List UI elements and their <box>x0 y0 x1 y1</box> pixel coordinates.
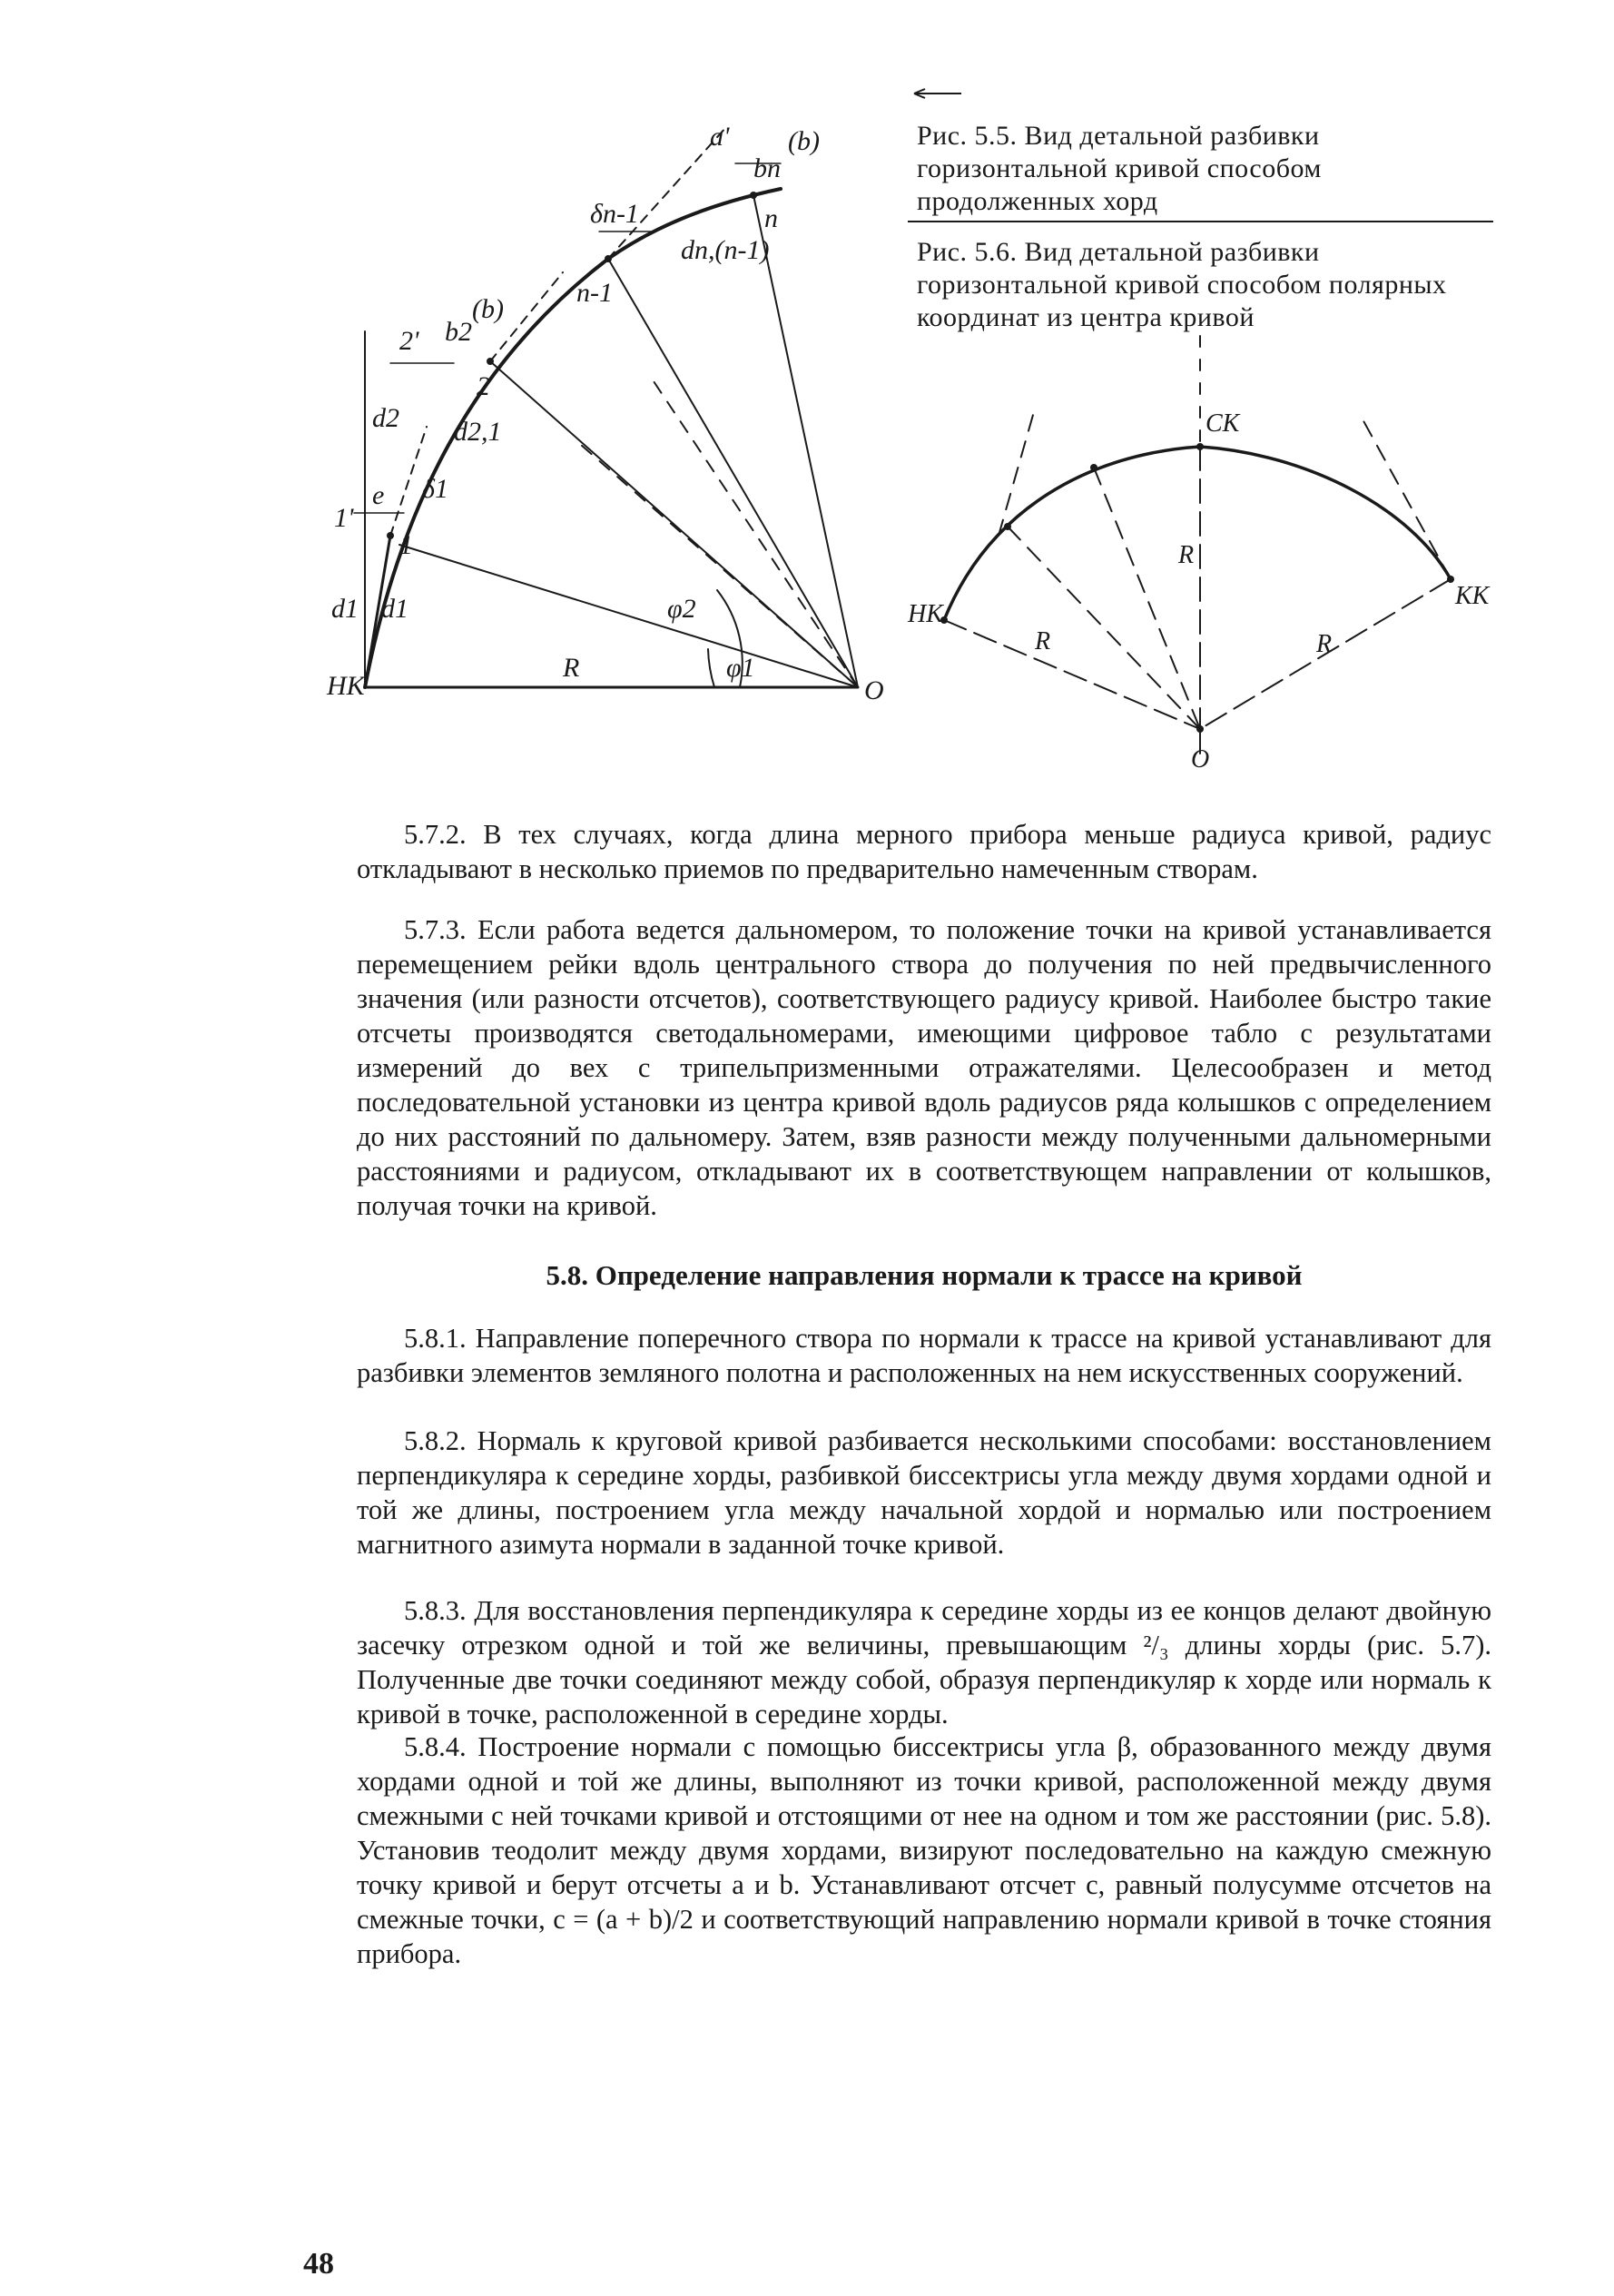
label-n: n <box>764 203 778 233</box>
caption-fig-5-6: Рис. 5.6. Вид детальной разбивки горизонтальной кривой способом полярных координат из центра кривой <box>917 237 1447 332</box>
label-r-mid: R <box>1178 541 1195 569</box>
page-number: 48 <box>303 2247 334 2281</box>
label-r-left: R <box>1035 627 1051 655</box>
label-sk: СК <box>1206 409 1240 438</box>
label-d1-left: d1 <box>331 594 359 624</box>
label-d21: d2,1 <box>454 417 502 447</box>
label-n-minus-1: n-1 <box>576 278 613 308</box>
label-1-prime: 1' <box>334 503 354 533</box>
label-R: R <box>563 653 580 683</box>
curve-arc-polar <box>944 447 1451 620</box>
label-2: 2 <box>477 371 490 401</box>
label-kk: КК <box>1455 582 1490 610</box>
paragraph-5-7-3: 5.7.3. Если работа ведется дальномером, то положение точки на кривой устанавливается перемещением рейки вдоль центрального створа до получения по ней предвычисленного значения (или разности отсчетов), соответствующего радиусу кривой. Наиболее быстро такие отсчеты производятся светодальномерами, имеющими цифровое табло с результатами измерений до вех с трипельпризменными отражателями. Целесообразен и метод последовательной установки из центра кривой вдоль радиусов ряда колышков с определением до них расстояний по дальномеру. Затем, взяв разности между полученными дальномерными расстояниями и радиусом, откладывают их в соответствующем направлении от колышков, получая точки на кривой. <box>357 914 1491 1221</box>
label-delta1: δ1 <box>422 474 448 504</box>
caption-fig-5-5: Рис. 5.5. Вид детальной разбивки горизонтальной кривой способом продолженных хорд <box>917 121 1322 216</box>
paragraph-5-8-1: 5.8.1. Направление поперечного створа по нормали к трассе на кривой устанавливают для разбивки элементов земляного полотна и расположенных на нем искусственных сооружений. <box>357 1323 1491 1388</box>
label-1: 1 <box>399 530 413 560</box>
label-phi2: φ2 <box>667 594 696 624</box>
paragraph-5-7-2: 5.7.2. В тех случаях, когда длина мерного прибора меньше радиуса кривой, радиус откладывают в несколько приемов по предварительно намеченным створам. <box>357 819 1491 884</box>
label-o-2: О <box>1191 745 1210 774</box>
label-b2: b2 <box>445 317 472 347</box>
label-d2: d2 <box>372 403 399 433</box>
label-d1: d1 <box>381 594 408 624</box>
paragraph-5-8-2: 5.8.2. Нормаль к круговой кривой разбивается несколькими способами: восстановлением перпендикуляра к середине хорды, разбивкой биссектрисы угла между двумя хордами одной и той же длины, построением угла между начальной хордой и нормалью или построением магнитного азимута нормали в заданной точке кривой. <box>357 1425 1491 1560</box>
label-delta-n1: δn-1 <box>590 199 639 229</box>
label-nk-2: НК <box>908 600 943 628</box>
label-phi1: φ1 <box>726 653 755 683</box>
label-b-paren-2: (b) <box>472 294 504 324</box>
section-heading-5-8: 5.8. Определение направления нормали к трассе на кривой <box>546 1259 1303 1291</box>
label-r-right: R <box>1316 630 1333 658</box>
paragraph-5-8-4: 5.8.4. Построение нормали с помощью биссектрисы угла β, образованного между двумя хордами одной и той же длины, выполняют из точки кривой, расположенной между двумя смежными с ней точками кривой и отстоящими от нее на одном и том же расстоянии (рис. 5.8). Установив теодолит между двумя хордами, визируют последовательно на каждую смежную точку кривой и берут отсчеты a и b. Устанавливают отсчет c, равный полусумме отсчетов на смежные точки, c = (a + b)/2 и соответствующий направлению нормали кривой в точке стояния прибора. <box>357 1731 1491 1969</box>
paragraph-5-8-3: 5.8.3. Для восстановления перпендикуляра к середине хорды из ее концов делают двойную засечку отрезком одной и той же величины, превышающим ²/₃ длины хорды (рис. 5.7). Полученные две точки соединяют между собой, образуя перпендикуляр к хорде или нормаль к кривой в точке, расположенной в середине хорды. <box>357 1595 1491 1729</box>
tangent-right <box>1362 418 1451 579</box>
label-nk: НК <box>327 671 365 701</box>
label-b-paren: (b) <box>788 126 820 156</box>
label-2-prime: 2' <box>399 326 419 356</box>
label-dn-n1: dn,(n-1) <box>681 235 770 265</box>
label-o: O <box>864 675 884 705</box>
label-e: e <box>372 480 385 510</box>
label-a-prime: a' <box>710 122 730 152</box>
label-bn: bn <box>753 153 781 183</box>
